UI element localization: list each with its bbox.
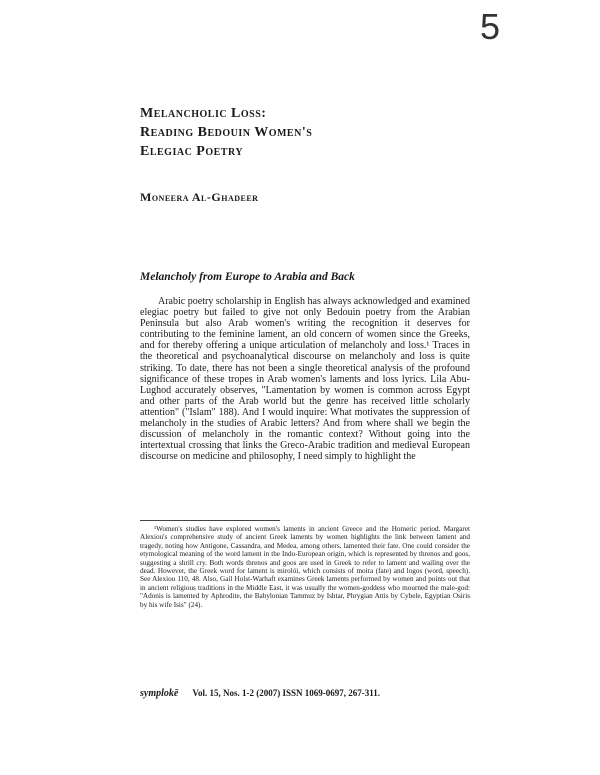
title-line-1: Melancholic Loss: [140, 106, 267, 121]
journal-citation: Vol. 15, Nos. 1-2 (2007) ISSN 1069-0697, 267-311. [192, 688, 381, 698]
page-footer [140, 688, 480, 699]
page-number: 5 [480, 6, 501, 47]
section-heading: Melancholy from Europe to Arabia and Back [140, 271, 355, 283]
body-text [140, 296, 470, 462]
author-name: Moneera Al-Ghadeer [140, 190, 259, 204]
footnote-rule [140, 520, 280, 521]
journal-logo: symplokē [140, 688, 179, 699]
footnote [140, 525, 470, 609]
article-title [140, 104, 500, 161]
footnote-text: ¹Women's studies have explored women's laments in ancient Greece and the Homeric period. Margaret Alexiou's comprehensive study of ancient Greek laments by women highlights the link between lament and tragedy, noting how Antigone, Cassandra, and Medea, among others, lamented their fate. One could consider the etymological meaning of the word lament in the Indo-European origin, which is represented by threnos and goos, suggesting a shrill cry. Both words threnos and goos are used in Greek to refer to lament and wailing over the dead. However, the Greek word for lament is mirolói, which consists of moira (fate) and logos (word, speech). See Alexiou 110, 48. Also, Gail Holst-Warhaft examines Greek laments performed by women and points out that in ancient religious traditions in the Middle East, it was usually the women-goddess who mourned the male-god: "Adonis is lamented by Aphrodite, the Babylonian Tammuz by Ishtar, Phrygian Attis by Cybele, Egyptian Osiris by his wife Isis" (24). [140, 525, 470, 609]
body-paragraph: Arabic poetry scholarship in English has always acknowledged and examined elegiac poetry but failed to give not only Bedouin poetry from the Arabian Peninsula but also Arab women's writing the recognition it deserves for contributing to the feminine lament, an old concern of women since the Greeks, and for thereby offering a unique articulation of melancholy and loss.¹ Traces in the theoretical and psychoanalytical discourse on melancholy and loss is quite striking. To date, there has not been a single theoretical analysis of the profound significance of these tropes in Arab women's laments and loss lyrics. Lila Abu-Lughod accurately observes, "Lamentation by women is common across Egypt and other parts of the Arab world but the genre has received little scholarly attention" ("Islam" 188). And I would inquire: What motivates the suppression of melancholy in the studies of Arabic letters? And from where shall we begin the discussion of melancholy in the romantic context? Without going into the intertextual crossing that links the Greco-Arabic tradition and medieval European discourse on medicine and philosophy, I need simply to highlight the [140, 296, 470, 463]
title-line-3: Elegiac Poetry [140, 144, 244, 159]
title-line-2: Reading Bedouin Women's [140, 125, 313, 140]
